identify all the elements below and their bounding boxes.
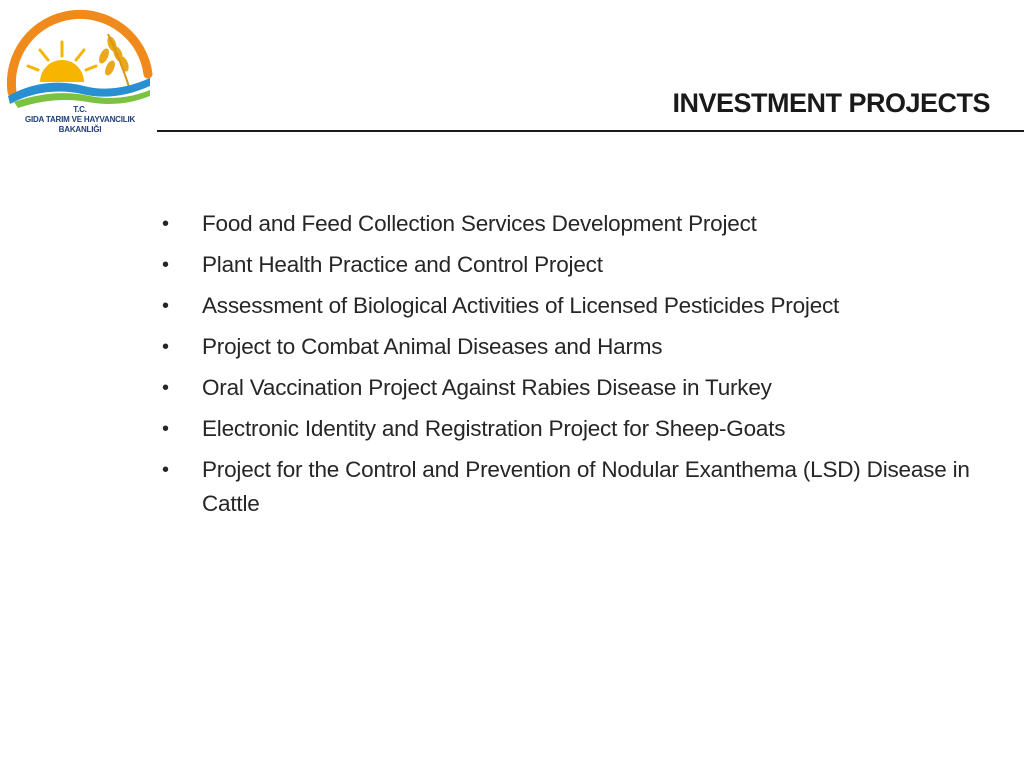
list-item-text: Plant Health Practice and Control Project <box>202 252 603 277</box>
ministry-logo <box>4 4 156 144</box>
list-item <box>160 412 980 446</box>
list-item <box>160 207 980 241</box>
list-item-text: Project for the Control and Prevention of Nodular Exanthema (LSD) Disease in Cattle <box>202 457 970 516</box>
ministry-emblem-icon <box>4 4 156 108</box>
bullet-icon: • <box>162 336 169 358</box>
list-item-text: Food and Feed Collection Services Development Project <box>202 211 757 236</box>
page-title: INVESTMENT PROJECTS <box>672 88 990 118</box>
list-item <box>160 371 980 405</box>
list-item <box>160 453 980 521</box>
bullet-icon: • <box>162 213 169 235</box>
list-item-text: Electronic Identity and Registration Project for Sheep-Goats <box>202 416 786 441</box>
bullet-icon: • <box>162 254 169 276</box>
project-list <box>160 207 980 528</box>
bullet-icon: • <box>162 459 169 481</box>
list-item-text: Project to Combat Animal Diseases and Harms <box>202 334 663 359</box>
logo-line-3: BAKANLIĞI <box>58 125 102 134</box>
title-divider <box>157 130 1024 132</box>
list-item <box>160 330 980 364</box>
list-item-text: Oral Vaccination Project Against Rabies Disease in Turkey <box>202 375 772 400</box>
logo-line-1: T.C. <box>73 105 87 114</box>
bullet-icon: • <box>162 377 169 399</box>
logo-line-2: GIDA TARIM VE HAYVANCILIK <box>24 115 136 124</box>
list-item <box>160 248 980 282</box>
bullet-icon: • <box>162 295 169 317</box>
list-item <box>160 289 980 323</box>
list-item-text: Assessment of Biological Activities of Licensed Pesticides Project <box>202 293 840 318</box>
bullet-icon: • <box>162 418 169 440</box>
